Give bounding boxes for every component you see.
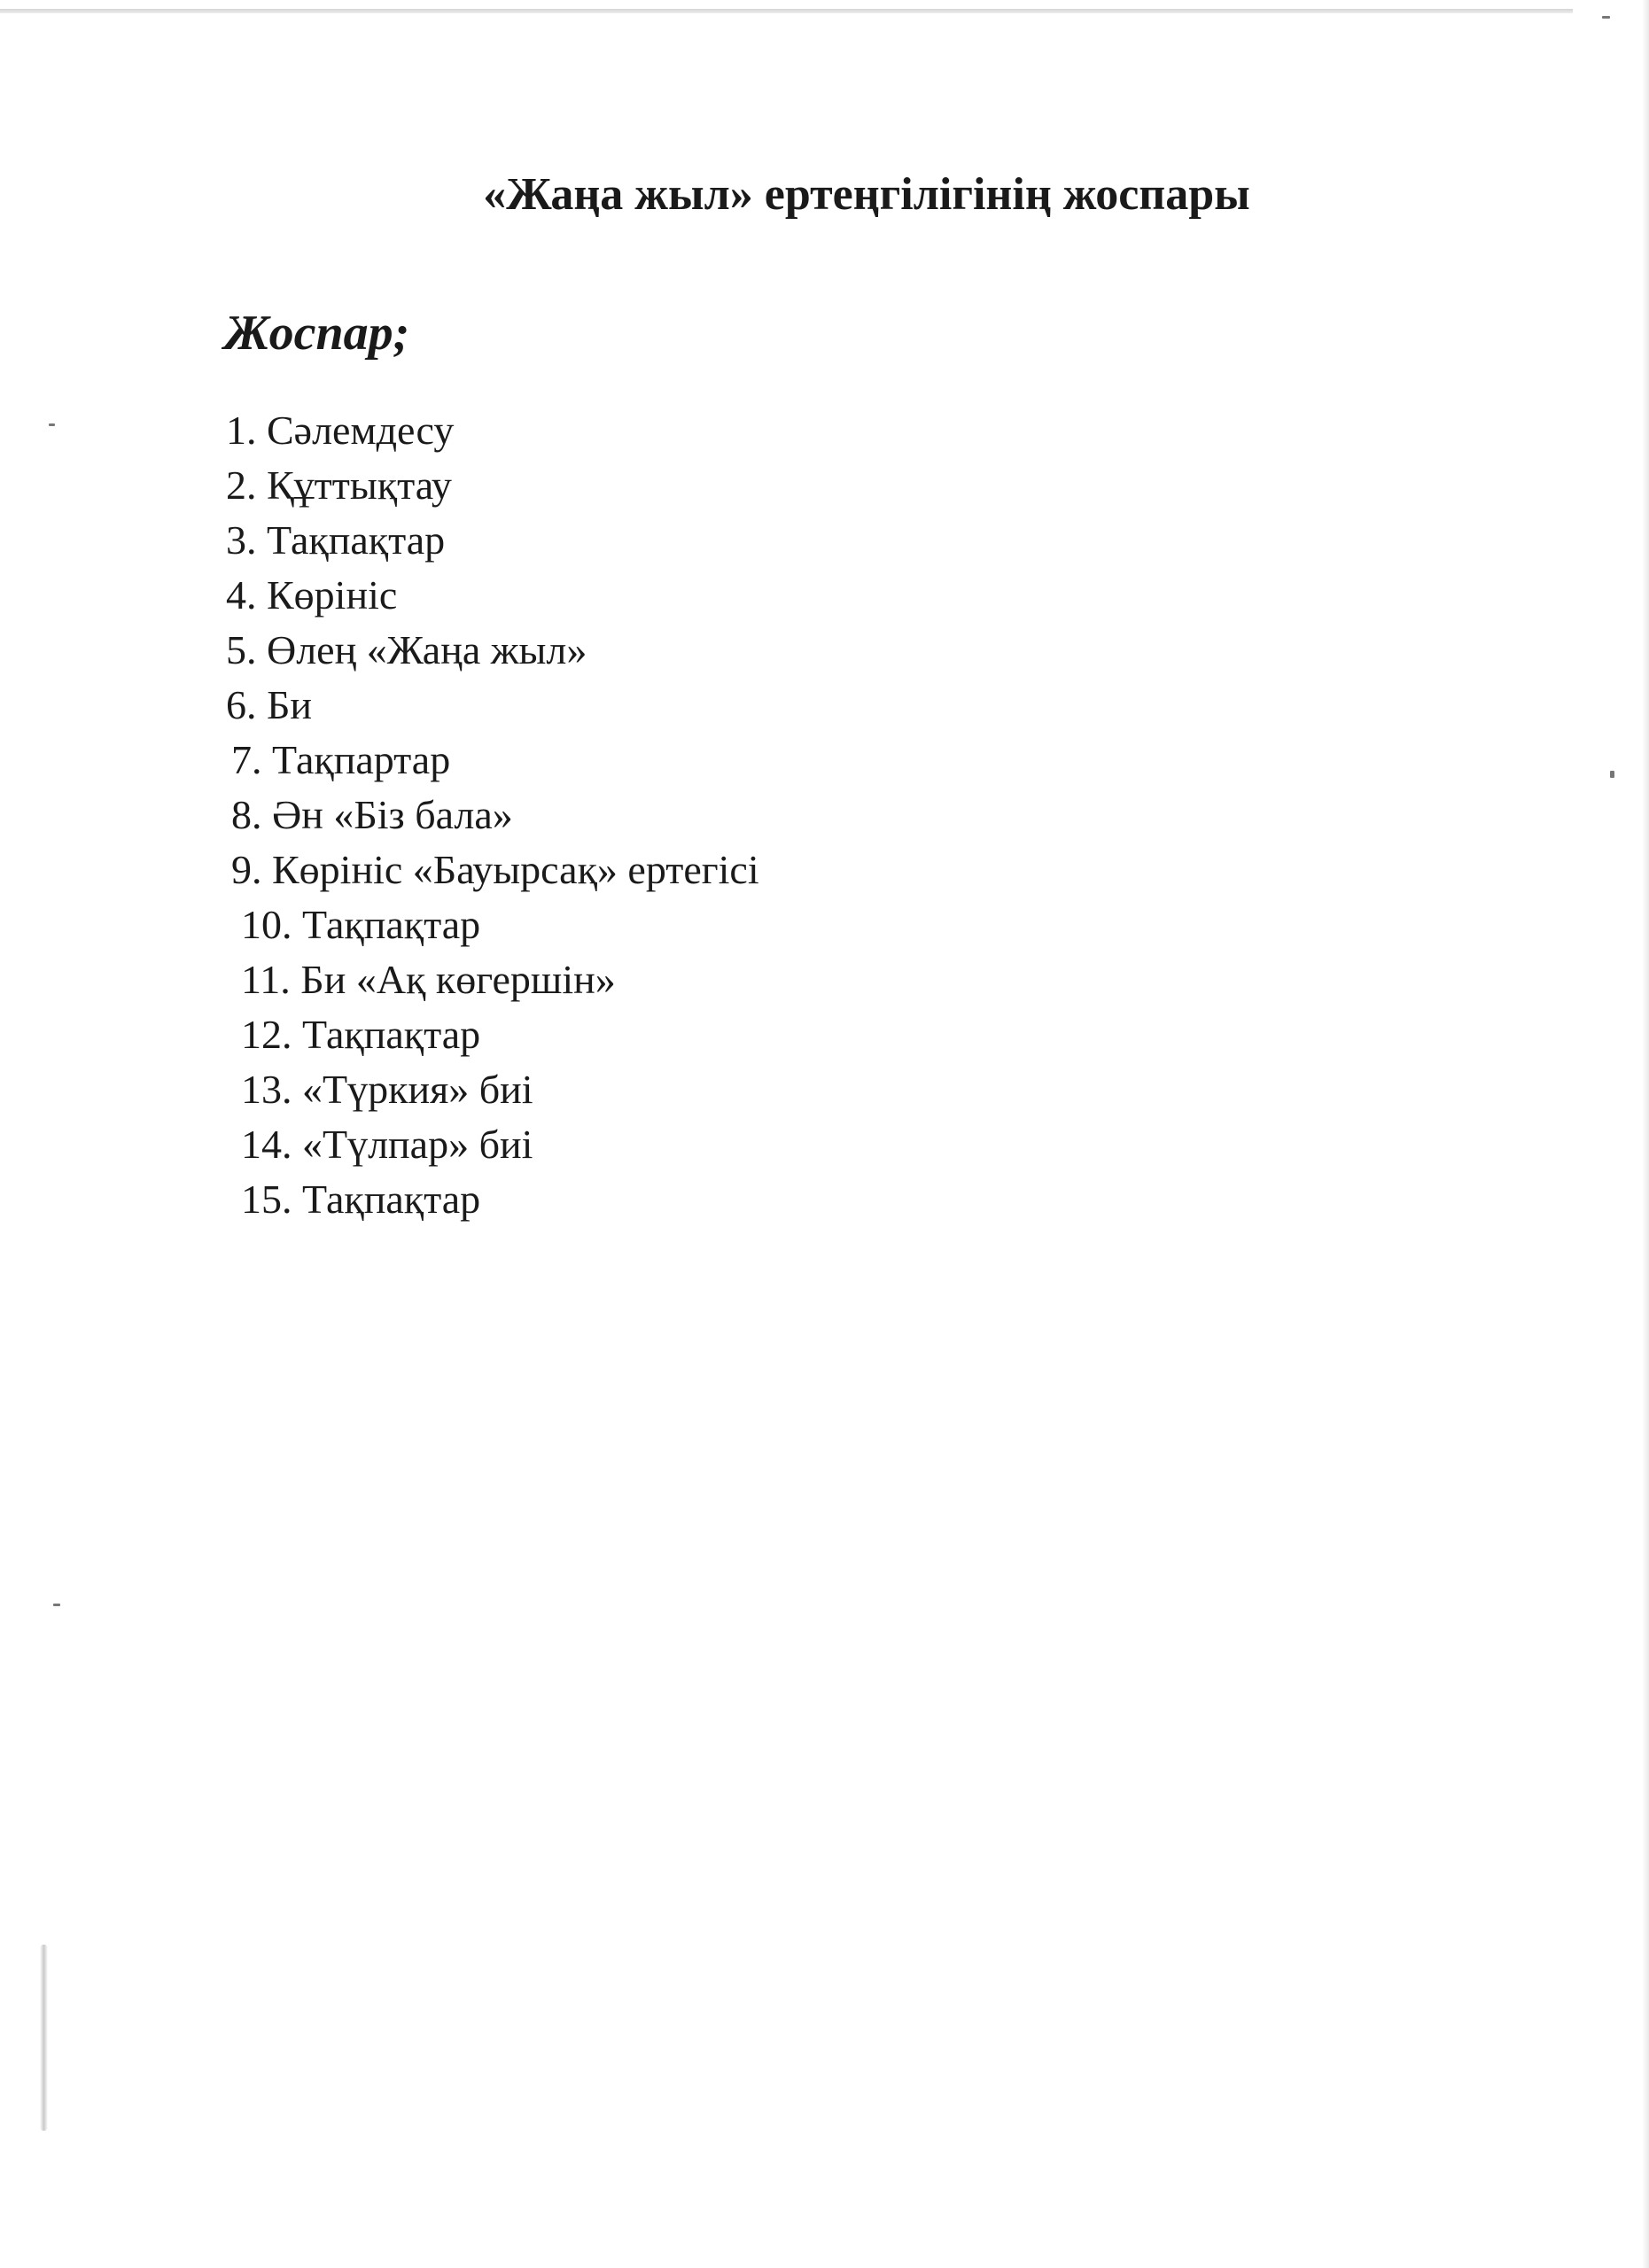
plan-item: 1. Сәлемдесу — [226, 408, 455, 453]
scan-speck — [49, 423, 55, 426]
plan-item: 15. Тақпақтар — [241, 1177, 481, 1222]
plan-list — [226, 403, 759, 1227]
plan-item: 14. «Түлпар» биі — [241, 1122, 533, 1167]
scan-right-edge — [1642, 0, 1649, 2268]
plan-item: 8. Ән «Біз бала» — [231, 792, 513, 837]
plan-item: 11. Би «Ақ көгершін» — [241, 957, 616, 1002]
plan-item: 5. Өлең «Жаңа жыл» — [226, 627, 587, 672]
plan-item: 4. Көрініс — [226, 572, 398, 617]
plan-item: 13. «Түркия» биі — [241, 1067, 533, 1112]
document-title: «Жаңа жыл» ертеңгілігінің жоспары — [483, 169, 1250, 220]
scan-speck — [1602, 16, 1610, 19]
plan-heading: Жоспар; — [224, 306, 410, 361]
plan-item: 3. Тақпақтар — [226, 517, 446, 563]
plan-item: 12. Тақпақтар — [241, 1012, 481, 1057]
scan-speck — [53, 1604, 60, 1606]
plan-item: 7. Тақпартар — [231, 737, 451, 782]
scan-speck — [1610, 771, 1614, 778]
plan-item: 10. Тақпақтар — [241, 902, 481, 947]
scan-top-edge — [0, 9, 1573, 13]
plan-item: 9. Көрініс «Бауырсақ» ертегісі — [231, 847, 759, 892]
scan-left-mark — [40, 1945, 48, 2131]
plan-item: 6. Би — [226, 682, 313, 727]
plan-item: 2. Құттықтау — [226, 462, 452, 508]
